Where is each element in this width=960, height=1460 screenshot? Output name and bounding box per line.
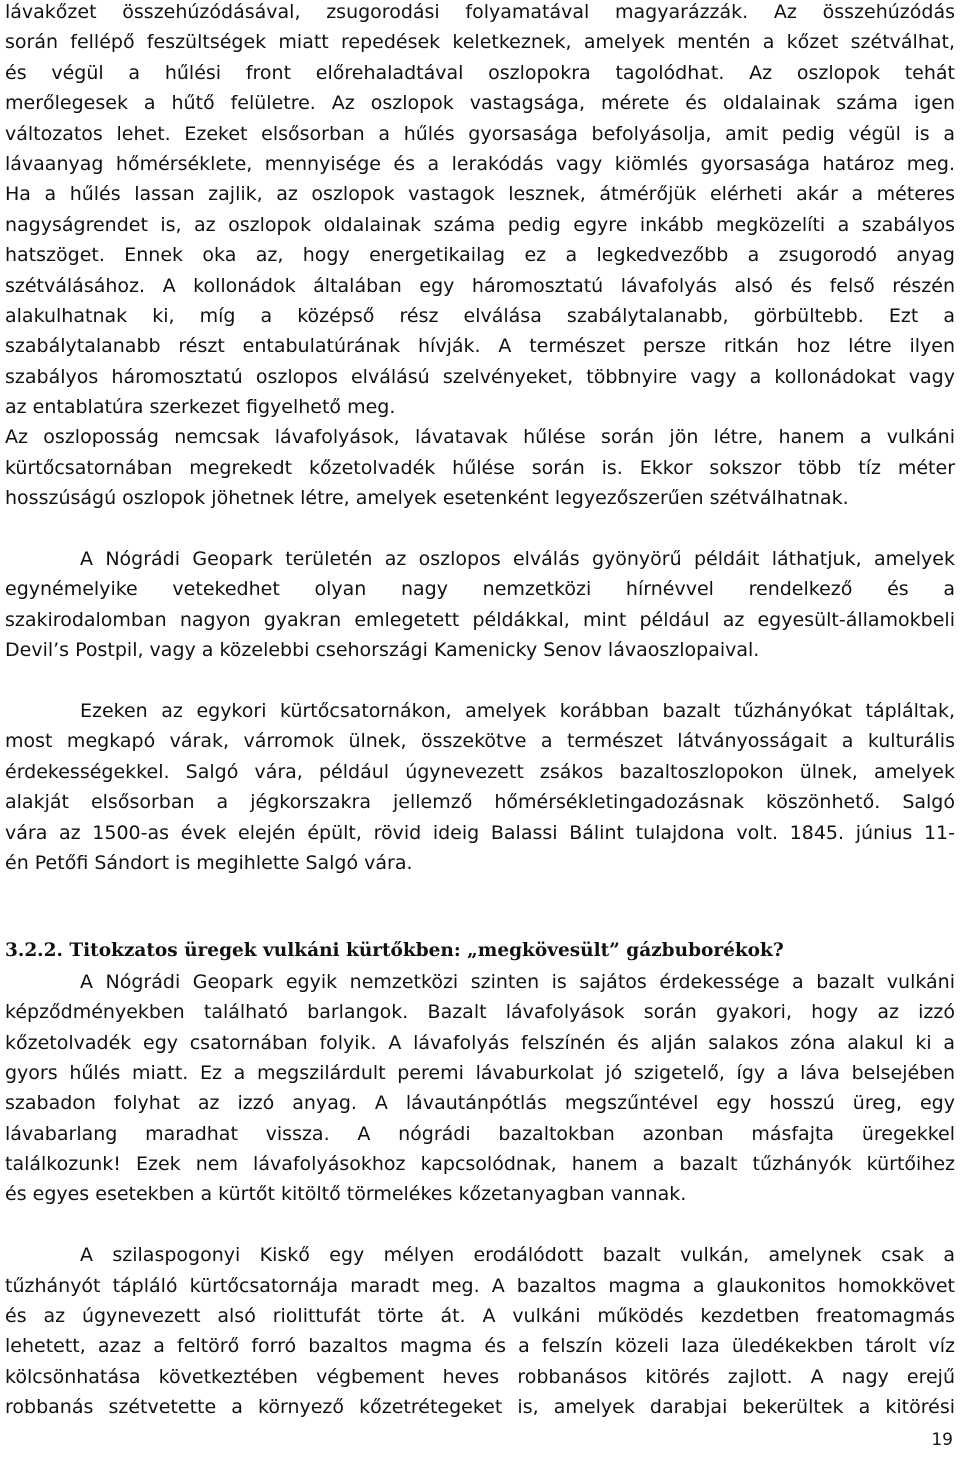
paragraph-line: képződményekben található barlangok. Bazalt lávafolyások során gyakori, hogy az izzó	[5, 1001, 955, 1024]
paragraph	[5, 967, 955, 1210]
paragraph-line: alakulhatnak ki, míg a középső rész elválása szabálytalanabb, görbültebb. Ezt a	[5, 304, 955, 327]
paragraph-line: szakirodalomban nagyon gyakran emlegetett példákkal, mint például az egyesült-államokbeli	[5, 608, 955, 631]
paragraph-line: kőzetolvadék egy csatornában folyik. A lávafolyás felszínén és alján salakos zóna alakul ki a	[5, 1031, 955, 1054]
paragraph-line: és végül a hűlési front előrehaladtával oszlopokra tagolódhat. Az oszlopok tehát	[5, 61, 955, 84]
paragraph	[5, 696, 955, 878]
paragraph-line: lávakőzet összehúzódásával, zsugorodási folyamatával magyarázzák. Az összehúzódás	[5, 1, 955, 23]
page-number: 19	[931, 1430, 953, 1450]
paragraph-line: hatszöget. Ennek oka az, hogy energetikailag ez a legkedvezőbb a zsugorodó anyag	[5, 244, 955, 267]
paragraph-line: és az úgynevezett alsó riolittufát törte át. A vulkáni működés kezdetben freatomagmás	[5, 1305, 955, 1328]
paragraph-line: Ezeken az egykori kürtőcsatornákon, amelyek korábban bazalt tűzhányókat tápláltak,	[80, 699, 955, 722]
paragraph-line: az entablatúra szerkezet figyelhető meg.	[5, 396, 396, 419]
paragraph-line: A Nógrádi Geopark egyik nemzetközi szinten is sajátos érdekessége a bazalt vulkáni	[80, 970, 955, 993]
paragraph-line: Devil’s Postpil, vagy a közelebbi csehországi Kamenicky Senov lávaoszlopaival.	[5, 639, 760, 662]
section-heading: 3.2.2. Titokzatos üregek vulkáni kürtőkben: „megkövesült” gázbuborékok?	[5, 940, 784, 962]
paragraph-line: lehetett, azaz a feltörő forró bazaltos magma és a felszín közeli laza üledékekben tárolt víz	[5, 1335, 955, 1358]
paragraph-line: szabályos háromosztatú oszlopos elválású szelvényeket, többnyire vagy a kollonádokat vagy	[5, 365, 955, 388]
paragraph-line: során fellépő feszültségek miatt repedések keletkeznek, amelyek mentén a kőzet szétválhat,	[5, 31, 955, 54]
paragraph-line: kürtőcsatornában megrekedt kőzetolvadék hűlése során is. Ekkor sokszor több tíz méter	[5, 456, 955, 479]
page-body	[5, 0, 955, 1423]
paragraph-line: alakját elsősorban a jégkorszakra jellemző hőmérsékletingadozásnak köszönhető. Salgó	[5, 791, 955, 814]
paragraph-line: és egyes esetekben a kürtőt kitöltő törmelékes kőzetanyagban vannak.	[5, 1183, 687, 1206]
paragraph-line: Az oszloposság nemcsak lávafolyások, lávatavak hűlése során jön létre, hanem a vulkáni	[5, 426, 955, 449]
paragraph-line: kölcsönhatása következtében végbement heves robbanásos kitörés zajlott. A nagy erejű	[5, 1365, 955, 1388]
paragraph-line: én Petőfi Sándort is megihlette Salgó vára.	[5, 851, 413, 874]
paragraph-line: szabadon folyhat az izzó anyag. A lávautánpótlás megszűntével egy hosszú üreg, egy	[5, 1092, 955, 1115]
paragraph-line: vára az 1500-as évek elején épült, rövid ideig Balassi Bálint tulajdona volt. 1845. június 11-	[5, 821, 955, 844]
paragraph-line: nagyságrendet is, az oszlopok oldalainak száma pedig egyre inkább megközelíti a szabályos	[5, 213, 955, 236]
paragraph-line: most megkapó várak, várromok ülnek, összekötve a természet látványosságait a kulturális	[5, 730, 955, 753]
paragraph-line: A Nógrádi Geopark területén az oszlopos elválás gyönyörű példáit láthatjuk, amelyek	[80, 548, 955, 571]
paragraph	[5, 1240, 955, 1422]
paragraph-line: Ha a hűlés lassan zajlik, az oszlopok vastagok lesznek, átmérőjük elérheti akár a méteres	[5, 183, 955, 206]
paragraph-line: lávaanyag hőmérséklete, mennyisége és a lerakódás vagy kiömlés gyorsasága határoz meg.	[5, 152, 955, 175]
paragraph-line: érdekességekkel. Salgó vára, például úgynevezett zsákos bazaltoszlopokon ülnek, amelyek	[5, 760, 955, 783]
paragraph-line: szétválásához. A kollonádok általában egy háromosztatú lávafolyás alsó és felső részén	[5, 274, 955, 297]
paragraph-line: változatos lehet. Ezeket elsősorban a hűlés gyorsasága befolyásolja, amit pedig végül is a	[5, 122, 955, 145]
paragraph-line: robbanás szétvetette a környező kőzetrétegeket is, amelyek darabjai bekerültek a kitörési	[5, 1396, 955, 1419]
paragraph-line: hosszúságú oszlopok jöhetnek létre, amelyek esetenként legyezőszerűen szétválhatnak.	[5, 487, 849, 510]
paragraph-line: lávabarlang maradhat vissza. A nógrádi bazaltokban azonban másfajta üregekkel	[5, 1122, 955, 1145]
paragraph-line: egynémelyike vetekedhet olyan nagy nemzetközi hírnévvel rendelkező és a	[5, 578, 955, 601]
paragraph-line: A szilaspogonyi Kiskő egy mélyen erodálódott bazalt vulkán, amelynek csak a	[80, 1244, 955, 1267]
paragraph	[5, 0, 955, 422]
paragraph-line: találkozunk! Ezek nem lávafolyásokhoz kapcsolódnak, hanem a bazalt tűzhányók kürtőihez	[5, 1153, 955, 1176]
paragraph-line: szabálytalanabb részt entabulatúrának hívják. A természet persze ritkán hoz létre ilyen	[5, 335, 955, 358]
paragraph-line: merőlegesek a hűtő felületre. Az oszlopok vastagsága, mérete és oldalainak száma igen	[5, 92, 955, 115]
paragraph-line: tűzhányót tápláló kürtőcsatornája maradt meg. A bazaltos magma a glaukonitos homokkövet	[5, 1274, 955, 1297]
paragraph	[5, 422, 955, 513]
paragraph	[5, 544, 955, 666]
paragraph-line: gyors hűlés miatt. Ez a megszilárdult peremi lávaburkolat jó szigetelő, így a láva belsejében	[5, 1061, 955, 1084]
